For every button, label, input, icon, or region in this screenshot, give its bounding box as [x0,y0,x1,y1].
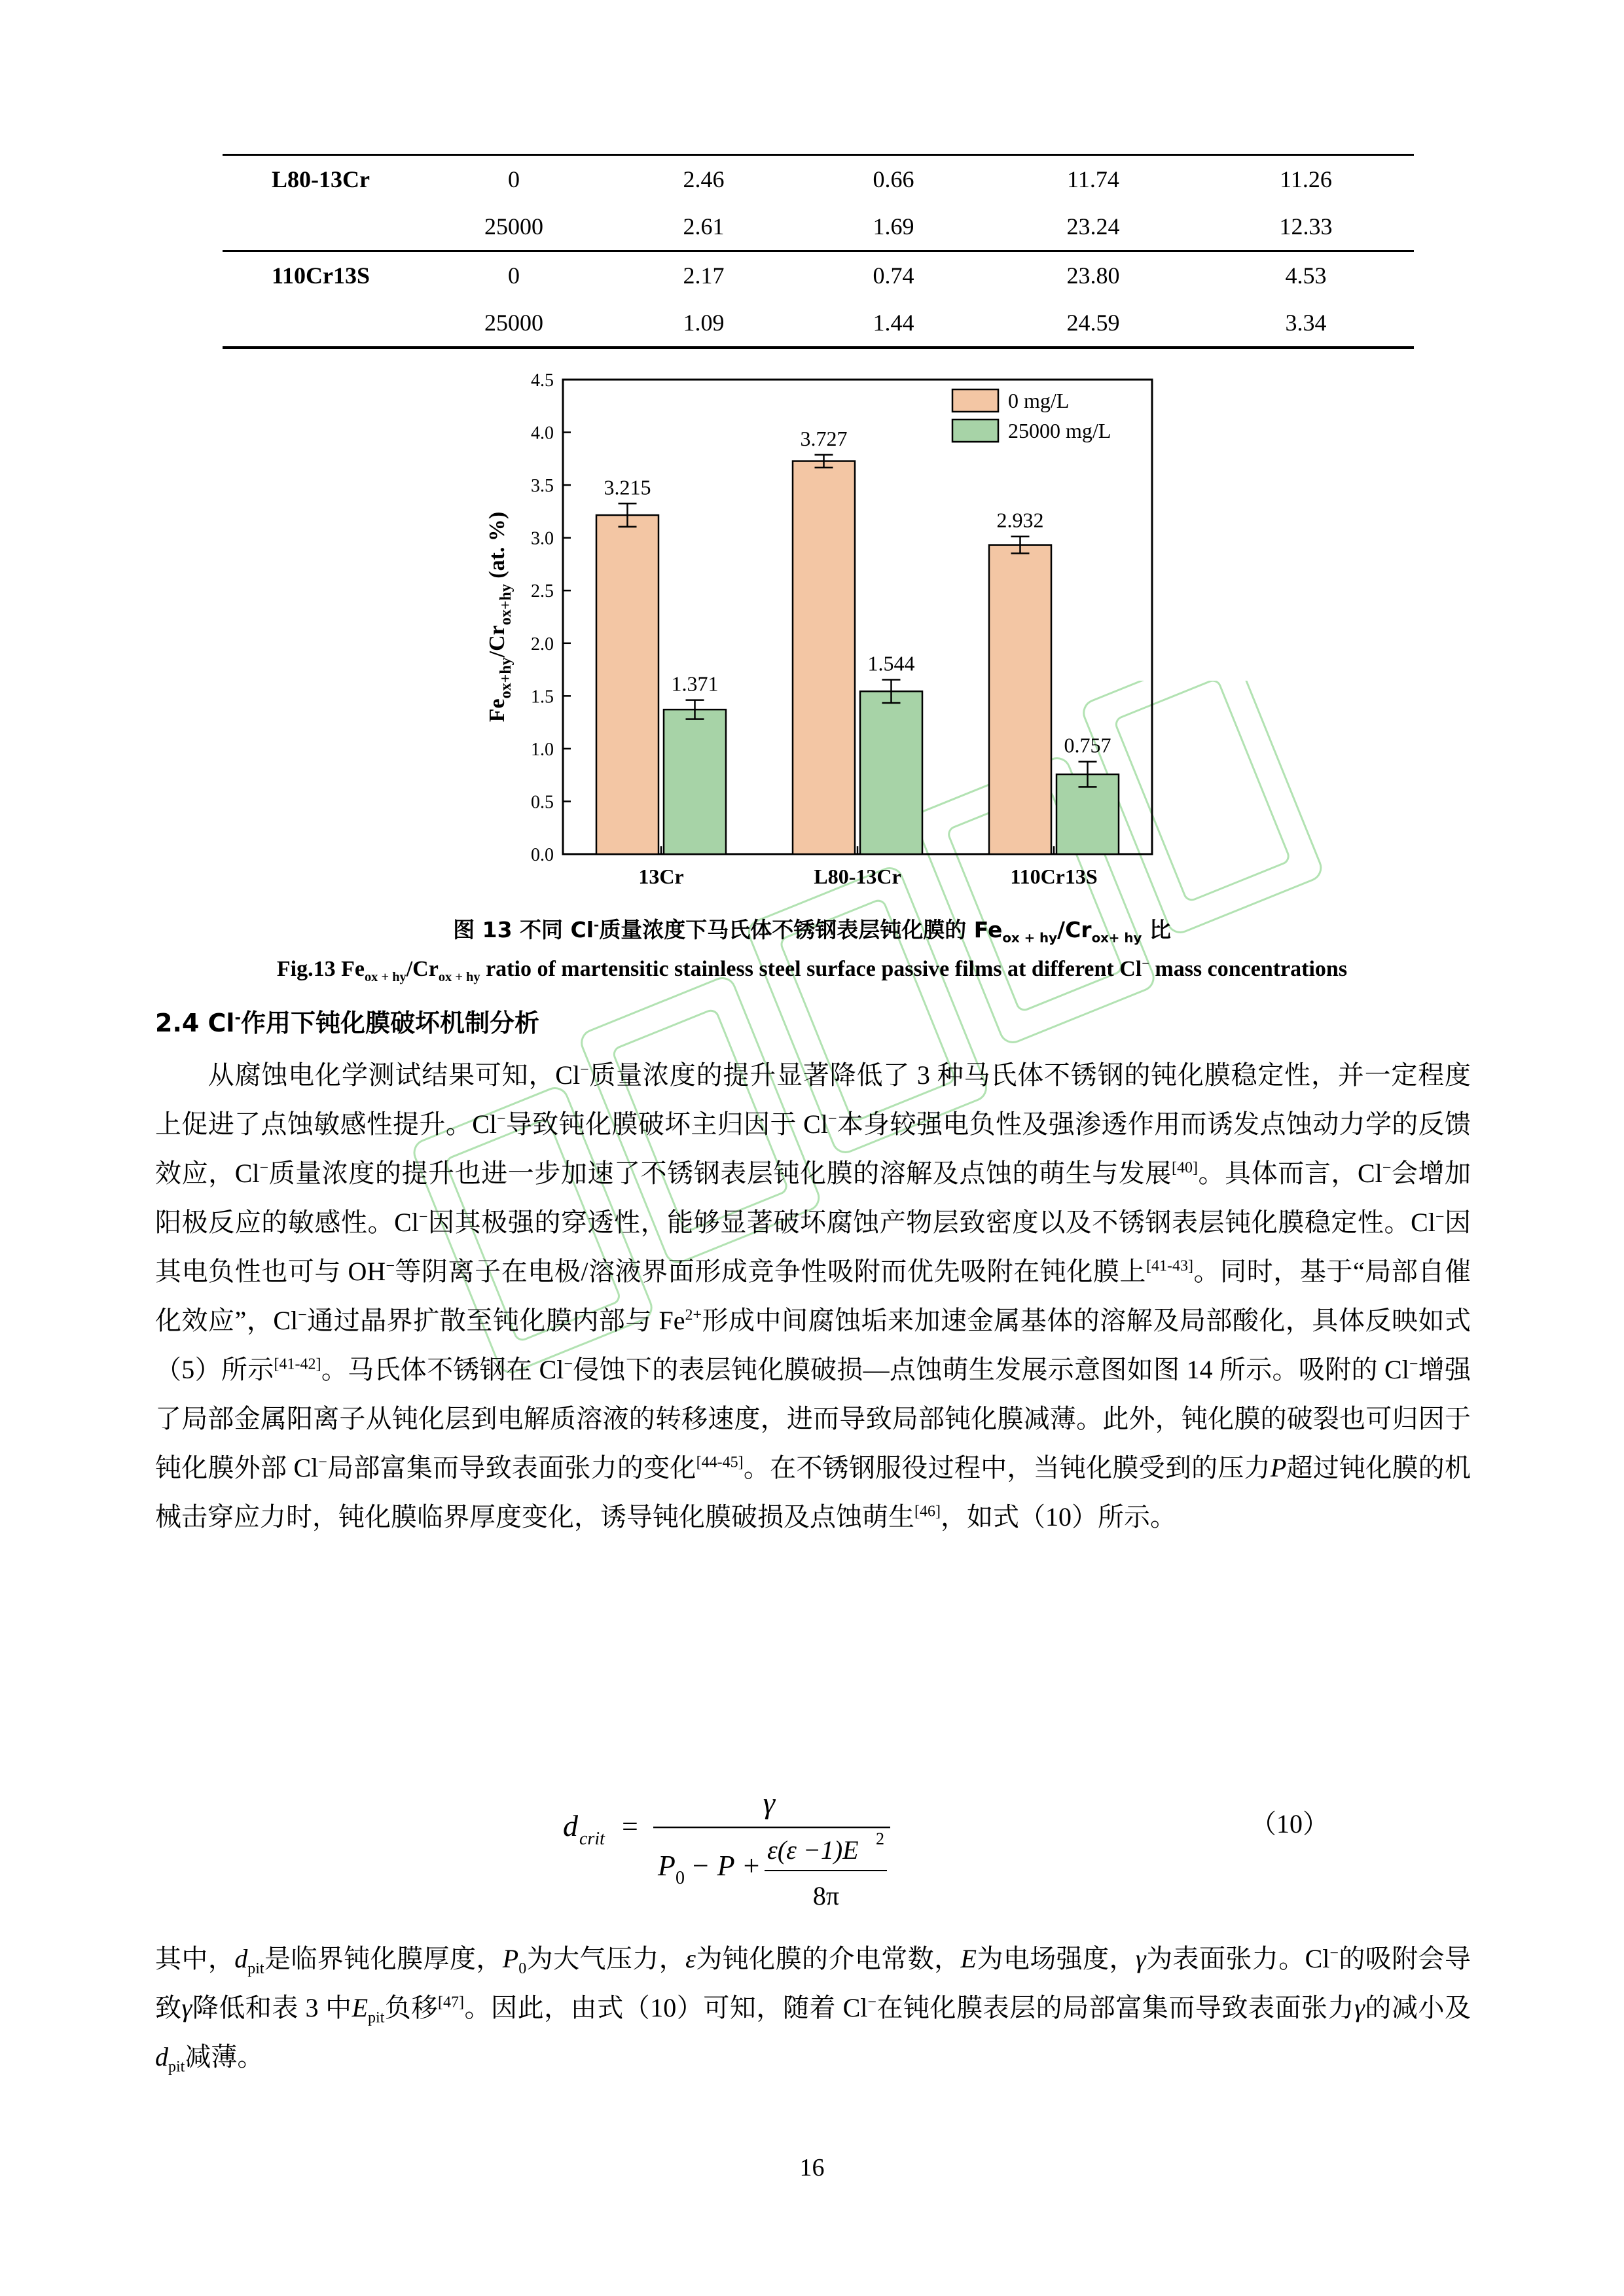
caption-sub: ox+ hy [1091,930,1142,946]
text: 。具体而言，Cl [1197,1158,1382,1188]
table-cell: 23.24 [1066,213,1120,240]
table-cell: 25000 [484,213,543,240]
equation-number: （10） [1250,1809,1329,1839]
caption-text: ratio of martensitic stainless steel surface passive films at different Cl [480,957,1142,981]
y-tick-label: 4.5 [531,370,554,391]
sup: − [827,1110,837,1128]
caption-text: 比 [1142,917,1171,942]
sup: − [867,1994,876,2011]
text: 因其电负性也可与 OH [155,1208,1471,1286]
sup: − [418,1208,428,1226]
caption-text: /Cr [1057,917,1092,942]
table-cell: L80-13Cr [223,155,419,204]
caption-sub: ox + hy [1002,930,1058,946]
citation: [46] [914,1503,941,1520]
y-tick-label: 2.5 [531,581,554,602]
caption-sub: ox + hy [438,969,480,984]
caption-text: 图 13 不同 Cl [453,917,594,942]
table-cell: 0.74 [799,251,988,300]
heading-sup: - [234,1009,241,1027]
table-cell: 3.34 [1198,299,1414,348]
legend-swatch [952,420,998,442]
legend-label: 0 mg/L [1008,389,1070,412]
y-tick-label: 1.0 [531,739,554,760]
data-label: 3.727 [800,426,848,450]
variable: P [1270,1453,1287,1482]
y-tick-label: 0.0 [531,845,554,865]
caption-text: /Cr [406,957,439,981]
table-cell: 11.74 [988,155,1198,204]
table-cell: 11.26 [1198,155,1414,204]
sup: − [1329,1945,1339,1962]
y-tick-label: 3.5 [531,476,554,497]
text: 为电场强度， [976,1944,1136,1973]
variable: ε [685,1944,696,1973]
table-cell: 0 [419,251,609,300]
eq-minus-p: − P + [691,1850,761,1882]
heading-text: 作用下钝化膜破坏机制分析 [240,1009,539,1037]
table-row [223,155,1414,204]
text: 本身较强电负性及强渗透作用而诱发点蚀动力学的反馈效应，Cl [155,1109,1471,1188]
text: 超过钝化膜的机械击穿应力时，钝化膜临界厚度变化，诱导钝化膜破损及点蚀萌生 [155,1453,1471,1532]
data-table [223,154,1414,349]
variable: E [352,1993,369,2022]
y-tick-label: 2.0 [531,634,554,655]
caption-sub: ox + hy [364,969,406,984]
citation: [40] [1172,1159,1198,1177]
x-tick-label: 13Cr [638,865,684,888]
table-cell: 24.59 [988,299,1198,348]
figure-caption-en [0,957,1624,982]
sup: − [259,1159,269,1177]
figure-caption-cn [0,913,1624,944]
data-label: 1.371 [671,672,719,696]
y-tick-label: 0.5 [531,792,554,813]
citation: [44-45] [696,1454,744,1471]
bar [664,709,726,854]
y-tick-label: 4.0 [531,423,554,444]
table-cell: 2.46 [609,155,799,204]
section-heading [155,1003,539,1039]
table-cell: 0.66 [799,155,988,204]
text: 降低和表 3 中 [192,1993,352,2022]
text: ，如式（10）所示。 [940,1502,1176,1532]
text: 。因此，由式（10）可知，随着 Cl [463,1993,868,2022]
legend-swatch [952,389,998,412]
variable: γ [1135,1944,1146,1973]
x-tick-label: 110Cr13S [1010,865,1098,888]
y-axis-label: $Fe_{ox+hy}/Cr_{ox+hy}$ (at. %) [485,511,514,723]
sub: pit [168,2058,185,2075]
table-cell: 1.69 [873,213,914,240]
eq-lhs: d [563,1809,578,1842]
table-cell: 1.09 [609,299,799,348]
eq-lhs-sub: crit [579,1829,605,1849]
bar [989,545,1051,854]
table-row [223,203,1414,251]
sub: pit [368,2009,385,2026]
y-tick-label: 1.5 [531,687,554,708]
text: 局部富集而导致表面张力的变化 [327,1453,696,1482]
sub: 0 [518,1960,527,1977]
eq-p0: P [658,1850,676,1882]
sup: − [1435,1208,1445,1226]
data-label: 2.932 [996,508,1044,532]
text: 是临界钝化膜厚度， [264,1944,503,1973]
caption-text: mass concentrations [1149,957,1348,981]
equation [556,1767,923,1918]
sup: − [318,1454,327,1471]
data-label: 3.215 [604,475,651,499]
bar [860,691,922,854]
text: 质量浓度的提升也进一步加速了不锈钢表层钝化膜的溶解及点蚀的萌生与发展 [268,1158,1172,1188]
table-cell: 23.80 [988,251,1198,300]
sup: − [580,1061,589,1079]
data-label: 0.757 [1064,733,1111,757]
text: 的吸附会导致 [155,1944,1471,2022]
text: 。同时，基于“局部自催化效应”，Cl [155,1257,1471,1335]
variable: E [960,1944,977,1973]
table-cell [223,299,419,348]
table-cell: 2.61 [683,213,725,240]
text: 从腐蚀电化学测试结果可知，Cl [208,1060,581,1090]
caption-text: Fig.13 Fe [276,957,365,981]
sup: − [1409,1355,1418,1373]
text: 质量浓度的提升显著降低了 3 种马氏体不锈钢的钝化膜稳定性，并一定程度上促进了点蚀敏感性提升。Cl [155,1060,1471,1139]
eq-equals: = [622,1810,638,1842]
table-cell: 4.53 [1198,251,1414,300]
eq-inner-sup: 2 [876,1829,884,1848]
table-row [223,299,1414,348]
table-cell: 25000 [419,299,609,348]
text: 的减小及 [1364,1993,1471,2022]
bar-chart [458,360,1178,897]
text: 侵蚀下的表层钝化膜破损—点蚀萌生发展示意图如图 14 所示。吸附的 Cl [572,1355,1409,1384]
x-tick-label: L80-13Cr [814,865,901,888]
eq-p0-sub: 0 [676,1868,685,1888]
citation: [41-43] [1146,1257,1193,1275]
table-cell [223,203,419,251]
variable: P [502,1944,519,1973]
citation: [41-42] [274,1355,321,1373]
table-cell: 1.44 [799,299,988,348]
caption-sup: − [1142,956,1149,971]
data-label: 1.544 [867,651,915,675]
table-row [223,251,1414,300]
text: 为大气压力， [526,1944,686,1973]
text: 导致钝化膜破坏主归因于 Cl [505,1109,828,1139]
heading-text: 2.4 Cl [155,1009,235,1037]
eq-inner-num: ε(ε −1)E [767,1835,859,1865]
sub: pit [247,1960,264,1977]
text: 通过晶界扩散至钝化膜内部与 Fe [306,1306,685,1335]
legend-label: 25000 mg/L [1008,419,1111,442]
sup: − [1382,1159,1392,1177]
text: 为表面张力。Cl [1146,1944,1330,1973]
text: 在钝化膜表层的局部富集而导致表面张力 [876,1993,1355,2022]
sup: − [497,1110,506,1128]
text: 负移 [384,1993,438,2022]
bar [793,461,855,854]
variable: d [234,1944,248,1973]
text: 其中， [155,1944,235,1973]
eq-inner-den: 8π [812,1881,840,1910]
table-cell: 2.17 [609,251,799,300]
text: 形成中间腐蚀垢来加速金属基体的溶解及局部酸化，具体反映如式（5）所示 [155,1306,1471,1384]
table-cell: 0 [419,155,609,204]
body-paragraph [155,1934,1471,2081]
sup: − [298,1306,307,1324]
caption-sup: - [594,918,600,933]
eq-numerator: γ [763,1786,776,1820]
text: 减薄。 [185,2042,264,2072]
variable: γ [1354,1993,1365,2022]
page-number: 16 [799,2154,825,2181]
variable: d [155,2042,168,2072]
text: 为钝化膜的介电常数， [695,1944,961,1973]
variable: γ [181,1993,192,2022]
sup: 2+ [685,1306,702,1324]
table-cell: 12.33 [1279,213,1333,240]
y-tick-label: 3.0 [531,528,554,549]
citation: [47] [438,1994,464,2011]
sup: − [386,1257,395,1275]
table-cell: 110Cr13S [223,251,419,300]
text: 增强了局部金属阳离子从钝化层到电解质溶液的转移速度，进而导致局部钝化膜减薄。此外，钝化膜的破裂也可归因于钝化膜外部 Cl [155,1355,1471,1482]
text: 。马氏体不锈钢在 Cl [321,1355,564,1384]
text: 因其极强的穿透性，能够显著破坏腐蚀产物层致密度以及不锈钢表层钝化膜稳定性。Cl [427,1208,1435,1237]
text: 会增加阳极反应的敏感性。Cl [155,1158,1471,1237]
caption-text: 质量浓度下马氏体不锈钢表层钝化膜的 Fe [599,917,1003,942]
sup: − [564,1355,573,1373]
text: 等阴离子在电极/溶液界面形成竞争性吸附而优先吸附在钝化膜上 [394,1257,1146,1286]
body-paragraph [155,1050,1471,1541]
text: 。在不锈钢服役过程中，当钝化膜受到的压力 [743,1453,1271,1482]
bar [596,515,659,854]
